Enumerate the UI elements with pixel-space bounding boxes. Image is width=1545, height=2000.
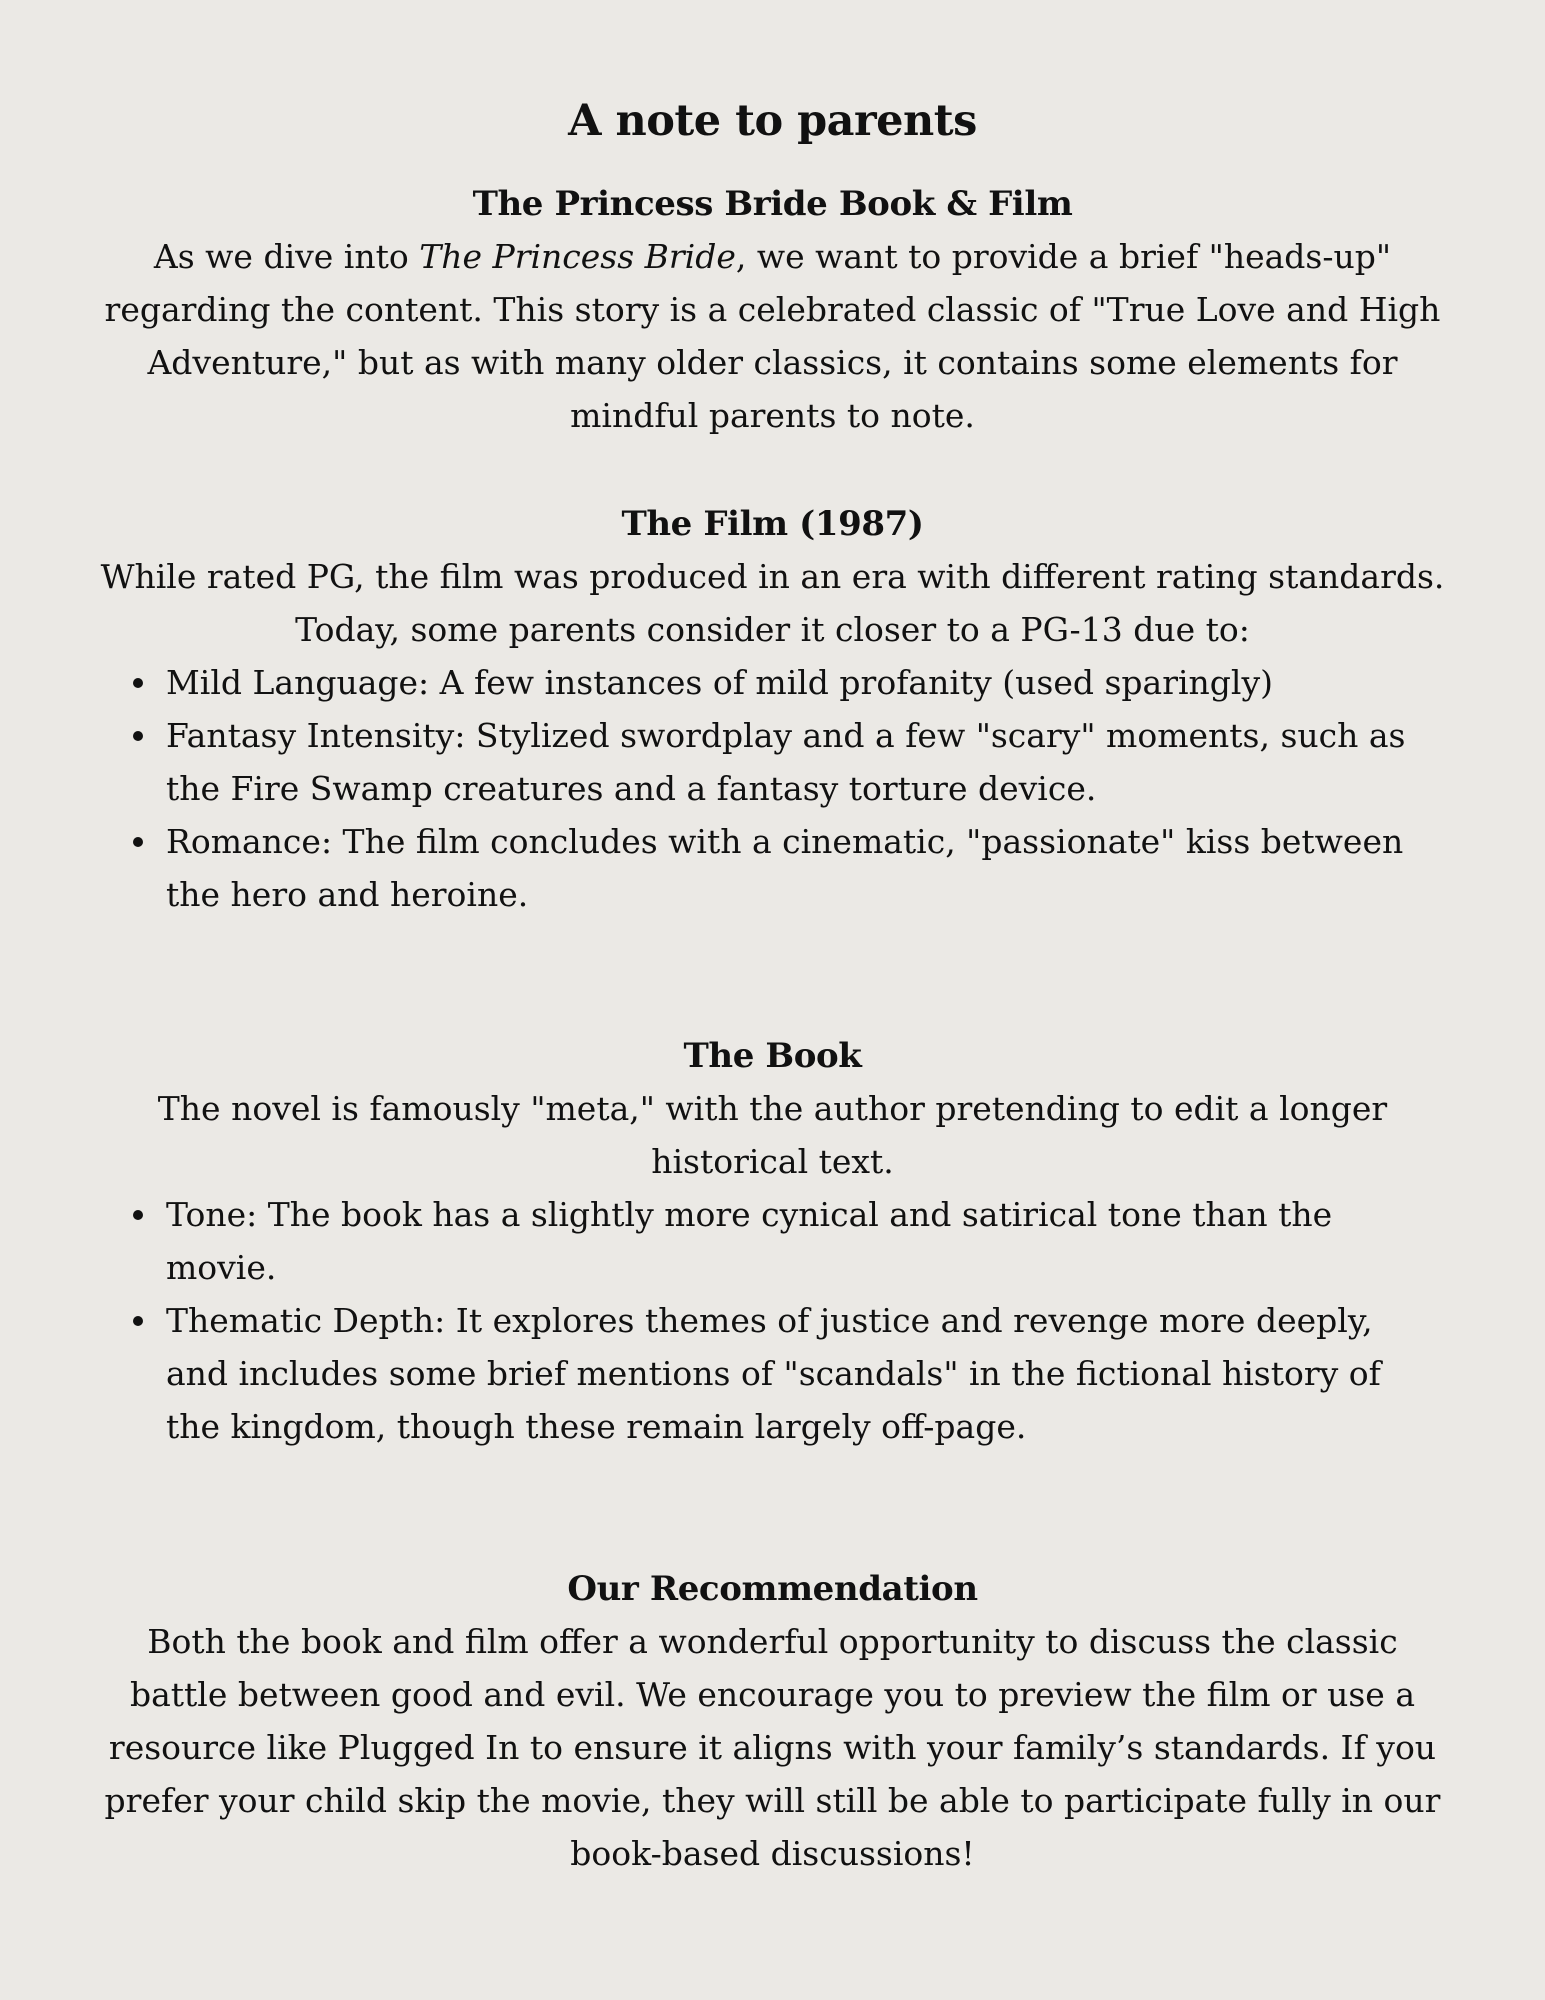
recommendation-paragraph: Both the book and film offer a wonderful opportunity to discuss the classic battle between good and evil. We encourage you to preview the film or use a resource like Plugged In to ensure it aligns with your family’s standards. If you prefer your child skip the movie, they will still be able to participate fully in our book-based discussions! [104, 1622, 1441, 1873]
intro-book-title: The Princess Bride [419, 237, 736, 276]
film-paragraph: While rated PG, the film was produced in an era with different rating standards. Today, some parents consider it closer to a PG-13 due to: [100, 557, 1445, 649]
list-item: Fantasy Intensity: Stylized swordplay and a few "scary" moments, such as the Fire Swamp creatures and a fantasy torture device. [166, 709, 1445, 815]
recommendation-section [100, 1563, 1445, 1880]
page-title: A note to parents [568, 96, 977, 146]
list-item: Thematic Depth: It explores themes of justice and revenge more deeply, and includes some brief mentions of "scandals" in the fictional history of the kingdom, though these remain largely off-page. [166, 1294, 1445, 1453]
list-item: Romance: The film concludes with a cinematic, "passionate" kiss between the hero and heroine. [166, 815, 1445, 921]
film-section [100, 498, 1445, 921]
book-paragraph: The novel is famously "meta," with the author pretending to edit a longer historical text. [157, 1089, 1388, 1181]
book-notes-list [100, 1188, 1445, 1453]
book-section [100, 1030, 1445, 1453]
film-concerns-list [100, 656, 1445, 921]
list-item: Mild Language: A few instances of mild profanity (used sparingly) [166, 656, 1445, 709]
intro-text-before: As we dive into [153, 237, 420, 276]
book-heading: The Book [683, 1036, 862, 1076]
intro-paragraph [100, 230, 1445, 442]
intro-heading: The Princess Bride Book & Film [472, 184, 1073, 224]
recommendation-heading: Our Recommendation [567, 1569, 978, 1609]
film-heading: The Film (1987) [621, 504, 924, 544]
intro-section [100, 178, 1445, 442]
list-item: Tone: The book has a slightly more cynical and satirical tone than the movie. [166, 1188, 1445, 1294]
intro-text-after: , we want to provide a brief "heads-up" regarding the content. This story is a celebrated classic of "True Love and High Adventure," but as with many older classics, it contains some elements for mindful parents to note. [104, 237, 1441, 435]
